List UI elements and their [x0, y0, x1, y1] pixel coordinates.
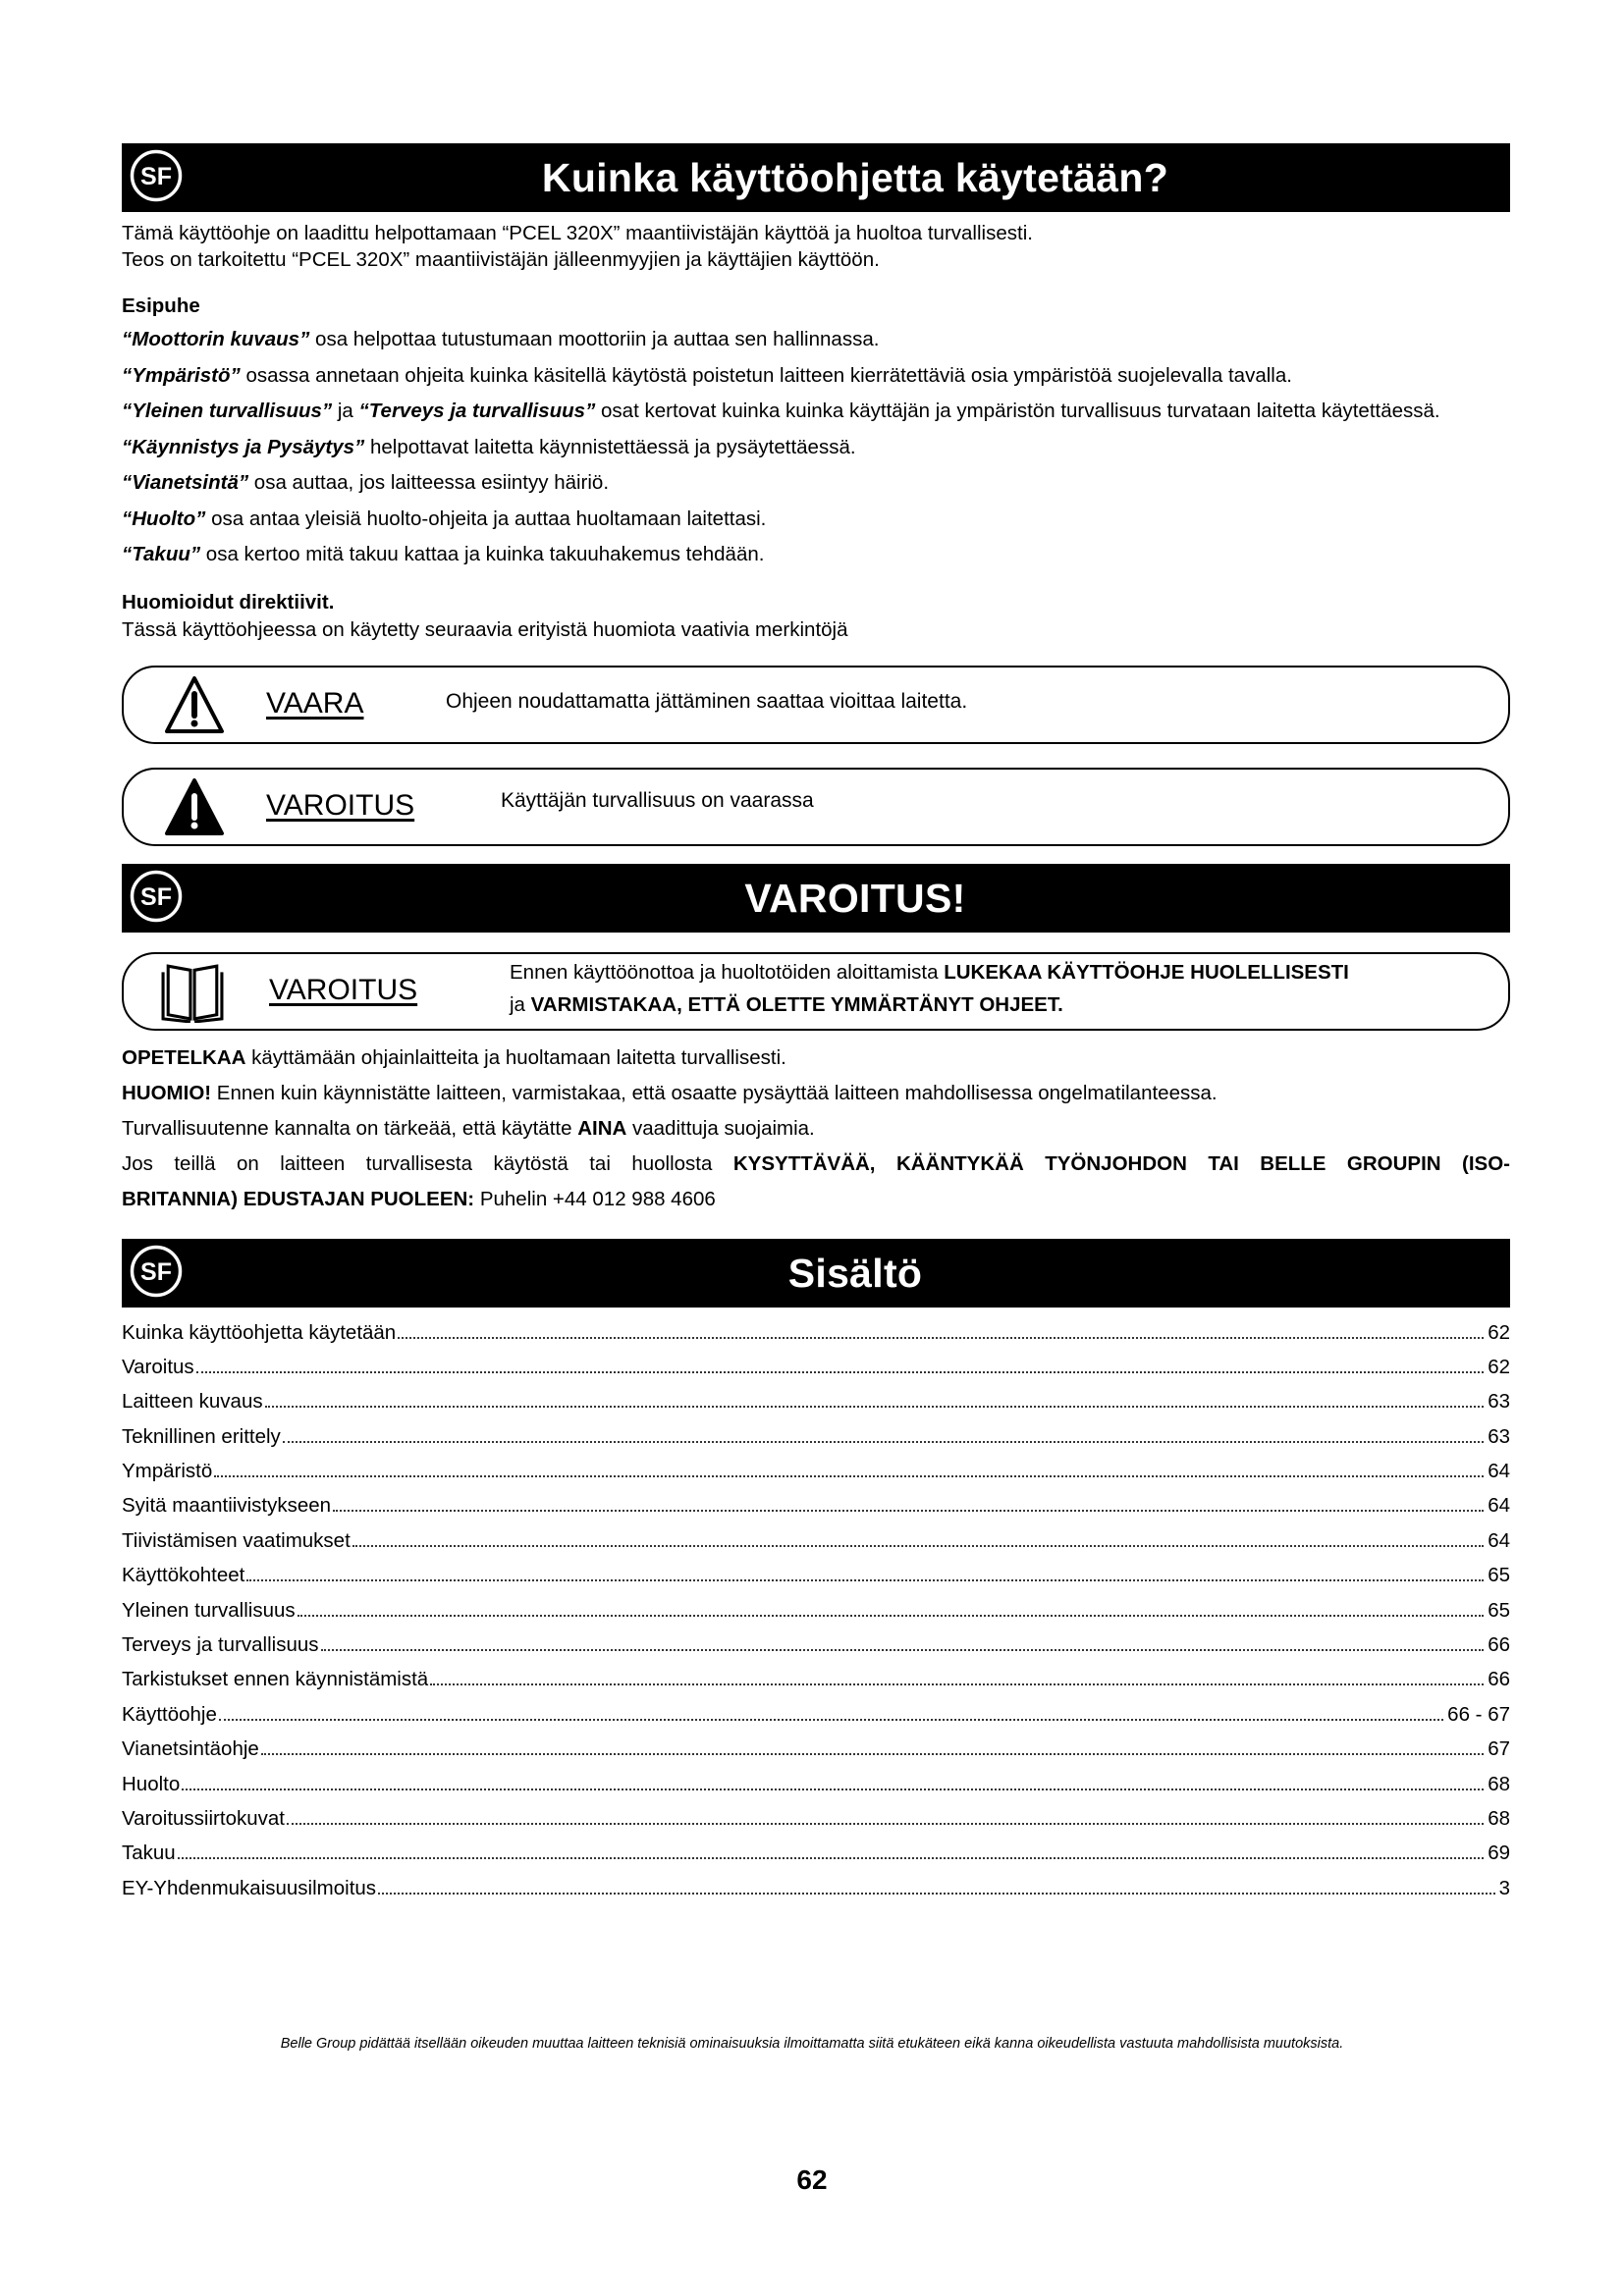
toc-entry[interactable]	[122, 1390, 1510, 1424]
preface-item: “Huolto” osa antaa yleisiä huolto-ohjeita ja auttaa huoltamaan laitettasi.	[122, 507, 767, 530]
sf-language-icon	[130, 1245, 183, 1298]
sf-language-icon	[130, 149, 183, 202]
toc-entry-page: 63	[1488, 1390, 1510, 1414]
toc-entry-label: Varoitussiirtokuvat	[122, 1806, 285, 1830]
toc-dot-leader	[182, 1789, 1484, 1790]
toc-dot-leader	[287, 1823, 1484, 1825]
toc-entry[interactable]	[122, 1494, 1510, 1528]
toc-entry-page: 64	[1488, 1460, 1510, 1483]
intro-line: Teos on tarkoitettu “PCEL 320X” maantiivistäjän jälleenmyyjien ja käyttäjien käyttöön.	[122, 248, 880, 271]
toc-entry-label: Huolto	[122, 1772, 181, 1795]
toc-entry-label: Syitä maantiivistykseen	[122, 1494, 332, 1518]
toc-entry-page: 3	[1498, 1876, 1510, 1899]
page-title: Kuinka käyttöohjetta käytetään?	[541, 155, 1169, 200]
preface-item: “Takuu” osa kertoo mitä takuu kattaa ja kuinka takuuhakemus tehdään.	[122, 543, 765, 565]
preface-item: “Ympäristö” osassa annetaan ohjeita kuinka käsitellä käytöstä poistetun laitteen kierrätettäviä osia ympäristöä suojelevalla tavalla.	[122, 363, 1292, 387]
toc-entry-page: 67	[1488, 1737, 1510, 1761]
warning-paragraphs	[122, 1041, 1510, 1217]
sf-logo-text: SF	[140, 163, 172, 190]
sf-language-icon	[130, 870, 183, 923]
toc-entry-label: Teknillinen erittely	[122, 1424, 281, 1448]
toc-entry-page: 66	[1488, 1668, 1510, 1691]
toc-entry[interactable]	[122, 1425, 1510, 1460]
toc-entry-label: Tarkistukset ennen käynnistämistä	[122, 1668, 429, 1691]
toc-entry-label: Yleinen turvallisuus	[122, 1598, 296, 1622]
preface-item: “Moottorin kuvaus” osa helpottaa tutustumaan moottoriin ja auttaa sen hallinnassa.	[122, 328, 880, 350]
warning-paragraph: BRITANNIA) EDUSTAJAN PUOLEEN: Puhelin +44 012 988 4606	[122, 1187, 716, 1210]
toc-entry[interactable]	[122, 1668, 1510, 1702]
toc-dot-leader	[178, 1857, 1484, 1859]
toc-entry-label: Takuu	[122, 1842, 176, 1865]
toc-dot-leader	[378, 1893, 1495, 1895]
read-manual-box	[122, 952, 1510, 1031]
toc-entry-page: 66 - 67	[1447, 1702, 1510, 1726]
toc-entry-label: Varoitus	[122, 1355, 194, 1378]
toc-dot-leader	[265, 1406, 1485, 1408]
toc-entry-label: Käyttöohje	[122, 1702, 217, 1726]
toc-entry[interactable]	[122, 1842, 1510, 1876]
danger-text: Ohjeen noudattamatta jättäminen saattaa vioittaa laitetta.	[446, 689, 968, 713]
toc-entry-label: Ympäristö	[122, 1460, 213, 1483]
section-header-warning	[122, 864, 1510, 933]
legal-disclaimer: Belle Group pidättää itsellään oikeuden muuttaa laitteen teknisiä ominaisuuksia ilmoittamatta siitä etukäteen eikä kanna oikeudellista vastuuta mahdollisista muutoksista.	[280, 2036, 1344, 2052]
toc-entry-page: 68	[1488, 1806, 1510, 1830]
toc-entry-label: Laitteen kuvaus	[122, 1390, 263, 1414]
warning-label: VAROITUS	[266, 788, 415, 822]
warning-symbol-box	[122, 768, 1510, 846]
toc-dot-leader	[196, 1371, 1485, 1373]
warning-paragraph: HUOMIO! Ennen kuin käynnistätte laitteen, varmistakaa, että osaatte pysäyttää laitteen mahdollisessa ongelmatilanteessa.	[122, 1081, 1218, 1104]
danger-label: VAARA	[266, 686, 364, 720]
contents-title: Sisältö	[787, 1250, 923, 1296]
toc-dot-leader	[219, 1719, 1443, 1721]
toc-entry-page: 69	[1488, 1842, 1510, 1865]
page-number: 62	[796, 2164, 828, 2195]
read-manual-label: VAROITUS	[269, 973, 418, 1006]
toc-entry[interactable]	[122, 1564, 1510, 1598]
toc-entry-page: 68	[1488, 1772, 1510, 1795]
warning-triangle-filled-icon	[163, 776, 226, 837]
open-book-icon	[157, 960, 228, 1023]
danger-symbol-box	[122, 666, 1510, 744]
toc-entry[interactable]	[122, 1529, 1510, 1564]
toc-entry-label: EY-Yhdenmukaisuusilmoitus	[122, 1876, 377, 1899]
table-of-contents	[122, 1321, 1510, 1912]
section-header-how-to-use	[122, 143, 1510, 212]
warning-paragraph: OPETELKAA käyttämään ohjainlaitteita ja huoltamaan laitetta turvallisesti.	[122, 1045, 786, 1069]
toc-entry-page: 64	[1488, 1494, 1510, 1518]
preface-item: “Käynnistys ja Pysäytys” helpottavat laitetta käynnistettäessä ja pysäytettäessä.	[122, 435, 856, 458]
preface-section	[122, 291, 1510, 573]
toc-entry[interactable]	[122, 1773, 1510, 1807]
warning-title: VAROITUS!	[744, 875, 966, 921]
toc-entry[interactable]	[122, 1877, 1510, 1911]
sf-logo-text: SF	[140, 882, 172, 911]
toc-entry[interactable]	[122, 1633, 1510, 1668]
intro-line: Tämä käyttöohje on laadittu helpottamaan “PCEL 320X” maantiivistäjän käyttöä ja huoltoa turvallisesti.	[122, 222, 1033, 244]
preface-item: “Vianetsintä” osa auttaa, jos laitteessa esiintyy häiriö.	[122, 471, 610, 494]
toc-entry[interactable]	[122, 1321, 1510, 1356]
toc-entry-label: Terveys ja turvallisuus	[122, 1633, 319, 1657]
toc-entry-label: Vianetsintäohje	[122, 1737, 259, 1761]
warning-text: Käyttäjän turvallisuus on vaarassa	[501, 788, 814, 812]
warning-paragraph: Turvallisuutenne kannalta on tärkeää, että käytätte AINA vaadittuja suojaimia.	[122, 1116, 815, 1140]
toc-entry-page: 62	[1488, 1355, 1510, 1378]
toc-entry-label: Kuinka käyttöohjetta käytetään	[122, 1320, 397, 1344]
toc-dot-leader	[261, 1753, 1484, 1755]
manual-page	[122, 143, 1510, 1911]
warning-triangle-outline-icon	[163, 674, 226, 735]
toc-dot-leader	[398, 1337, 1484, 1339]
directives-heading: Huomioidut direktiivit.	[122, 590, 335, 614]
toc-entry[interactable]	[122, 1599, 1510, 1633]
toc-entry[interactable]	[122, 1356, 1510, 1390]
toc-dot-leader	[298, 1615, 1485, 1617]
toc-dot-leader	[352, 1545, 1484, 1547]
section-header-contents	[122, 1239, 1510, 1308]
toc-entry[interactable]	[122, 1703, 1510, 1737]
toc-entry-page: 65	[1488, 1564, 1510, 1587]
intro-text	[122, 220, 1510, 273]
toc-entry[interactable]	[122, 1807, 1510, 1842]
toc-dot-leader	[214, 1475, 1484, 1477]
toc-dot-leader	[321, 1649, 1485, 1651]
toc-dot-leader	[246, 1579, 1484, 1581]
directives-section	[122, 589, 1510, 644]
toc-dot-leader	[430, 1683, 1484, 1685]
toc-entry-label: Tiivistämisen vaatimukset	[122, 1528, 351, 1552]
toc-entry-page: 64	[1488, 1528, 1510, 1552]
toc-entry-page: 66	[1488, 1633, 1510, 1657]
sf-logo-text: SF	[140, 1257, 172, 1286]
preface-heading: Esipuhe	[122, 294, 200, 317]
toc-entry-page: 62	[1488, 1320, 1510, 1344]
preface-item: “Yleinen turvallisuus” ja “Terveys ja turvallisuus” osat kertovat kuinka kuinka käyttäjän ja ympäristön turvallisuus turvataan laitetta käytettäessä.	[122, 400, 1440, 422]
warning-paragraph: Jos teillä on laitteen turvallisesta käytöstä tai huollosta KYSYTTÄVÄÄ, KÄÄNTYKÄÄ TYÖNJOHDON TAI BELLE GROUPIN (ISO-	[122, 1151, 1510, 1175]
toc-entry[interactable]	[122, 1460, 1510, 1494]
read-manual-text: Ennen käyttöönottoa ja huoltotöiden aloittamista LUKEKAA KÄYTTÖOHJE HUOLELLISESTI ja VARMISTAKAA, ETTÄ OLETTE YMMÄRTÄNYT OHJEET.	[510, 960, 1349, 1016]
toc-entry[interactable]	[122, 1737, 1510, 1772]
toc-entry-page: 63	[1488, 1424, 1510, 1448]
toc-dot-leader	[283, 1441, 1484, 1443]
toc-dot-leader	[333, 1510, 1484, 1512]
directives-text: Tässä käyttöohjeessa on käytetty seuraavia erityistä huomiota vaativia merkintöjä	[122, 617, 848, 641]
toc-entry-page: 65	[1488, 1598, 1510, 1622]
toc-entry-label: Käyttökohteet	[122, 1564, 245, 1587]
